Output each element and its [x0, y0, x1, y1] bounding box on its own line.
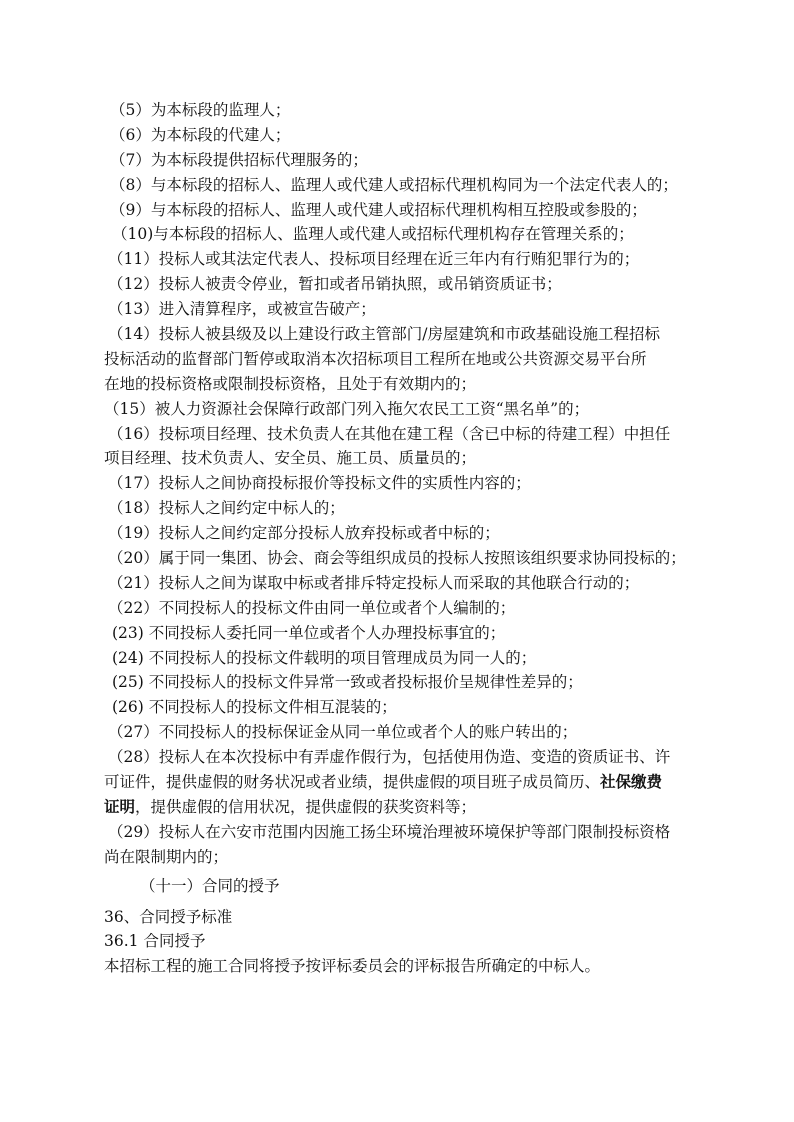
item-28-line-2-text: 可证件，提供虚假的财务状况或者业绩，提供虚假的项目班子成员简历、	[104, 773, 601, 792]
item-21: （21）投标人之间为谋取中标或者排斥特定投标人而采取的其他联合行动的；	[108, 573, 640, 592]
item-14-line-2: 投标活动的监督部门暂停或取消本次招标项目工程所在地或公共资源交易平台所	[104, 349, 647, 368]
item-5: （5）为本标段的监理人；	[110, 101, 291, 119]
item-28-line-3-text: ，提供虚假的信用状况，提供虚假的获奖资料等；	[135, 797, 477, 816]
item-10: （10)与本标段的招标人、监理人或代建人或招标代理机构存在管理关系的；	[112, 225, 634, 244]
item-22: （22）不同投标人的投标文件由同一单位或者个人编制的；	[108, 598, 516, 617]
item-25: (25) 不同投标人的投标文件异常一致或者投标报价呈规律性差异的；	[112, 673, 583, 692]
item-28-line-2	[104, 770, 704, 795]
item-8: （8）与本标段的招标人、监理人或代建人或招标代理机构同为一个法定代表人的；	[110, 175, 678, 194]
item-18: （18）投标人之间约定中标人的；	[108, 499, 345, 518]
item-28-line-3	[104, 795, 704, 820]
clause-list	[104, 98, 704, 979]
item-11: （11）投标人或其法定代表人、投标项目经理在近三年内有行贿犯罪行为的；	[108, 250, 640, 269]
item-29-line-2: 尚在限制期内的；	[104, 847, 229, 866]
item-16-line-1: （16）投标项目经理、技术负责人在其他在建工程（含已中标的待建工程）中担任	[108, 424, 671, 443]
item-20: （20）属于同一集团、协会、商会等组织成员的投标人按照该组织要求协同投标的；	[108, 549, 686, 568]
item-28-line-3-bold: 证明	[104, 796, 136, 816]
item-27: （27）不同投标人的投标保证金从同一单位或者个人的账户转出的；	[108, 723, 578, 742]
clause-36-heading: 36、合同授予标准	[104, 907, 233, 926]
item-29-line-1: （29）投标人在六安市范围内因施工扬尘环境治理被环境保护等部门限制投标资格	[108, 822, 671, 841]
item-12: （12）投标人被责令停业，暂扣或者吊销执照，或吊销资质证书；	[108, 275, 562, 294]
item-16-line-2: 项目经理、技术负责人、安全员、施工员、质量员的；	[104, 449, 477, 468]
item-23: (23) 不同投标人委托同一单位或者个人办理投标事宜的；	[112, 623, 506, 642]
item-7: （7）为本标段提供招标代理服务的；	[110, 150, 368, 169]
item-19: （19）投标人之间约定部分投标人放弃投标或者中标的；	[108, 524, 500, 543]
item-28-line-1: （28）投标人在本次投标中有弄虚作假行为，包括使用伪造、变造的资质证书、许	[108, 748, 671, 767]
item-6: （6）为本标段的代建人；	[110, 125, 291, 144]
item-24: (24) 不同投标人的投标文件载明的项目管理成员为同一人的；	[112, 648, 537, 667]
item-13: （13）进入清算程序，或被宣告破产；	[108, 300, 376, 319]
item-28-line-2-bold: 社保缴费	[600, 772, 663, 792]
clause-36-1-heading: 36.1 合同授予	[104, 932, 206, 951]
item-9: （9）与本标段的招标人、监理人或代建人或招标代理机构相互控股或参股的；	[110, 200, 647, 219]
item-17: （17）投标人之间协商投标报价等投标文件的实质性内容的；	[108, 474, 531, 493]
item-14-line-3: 在地的投标资格或限制投标资格，且处于有效期内的；	[104, 374, 477, 393]
contract-award-sentence: 本招标工程的施工合同将授予按评标委员会的评标报告所确定的中标人。	[104, 957, 601, 976]
section-heading: （十一）合同的授予	[140, 876, 280, 895]
item-14-line-1: （14）投标人被县级及以上建设行政主管部门/房屋建筑和市政基础设施工程招标	[108, 325, 660, 344]
item-26: (26) 不同投标人的投标文件相互混装的；	[112, 698, 397, 717]
item-15: （15）被人力资源社会保障行政部门列入拖欠农民工工资“黑名单”的；	[104, 399, 590, 418]
